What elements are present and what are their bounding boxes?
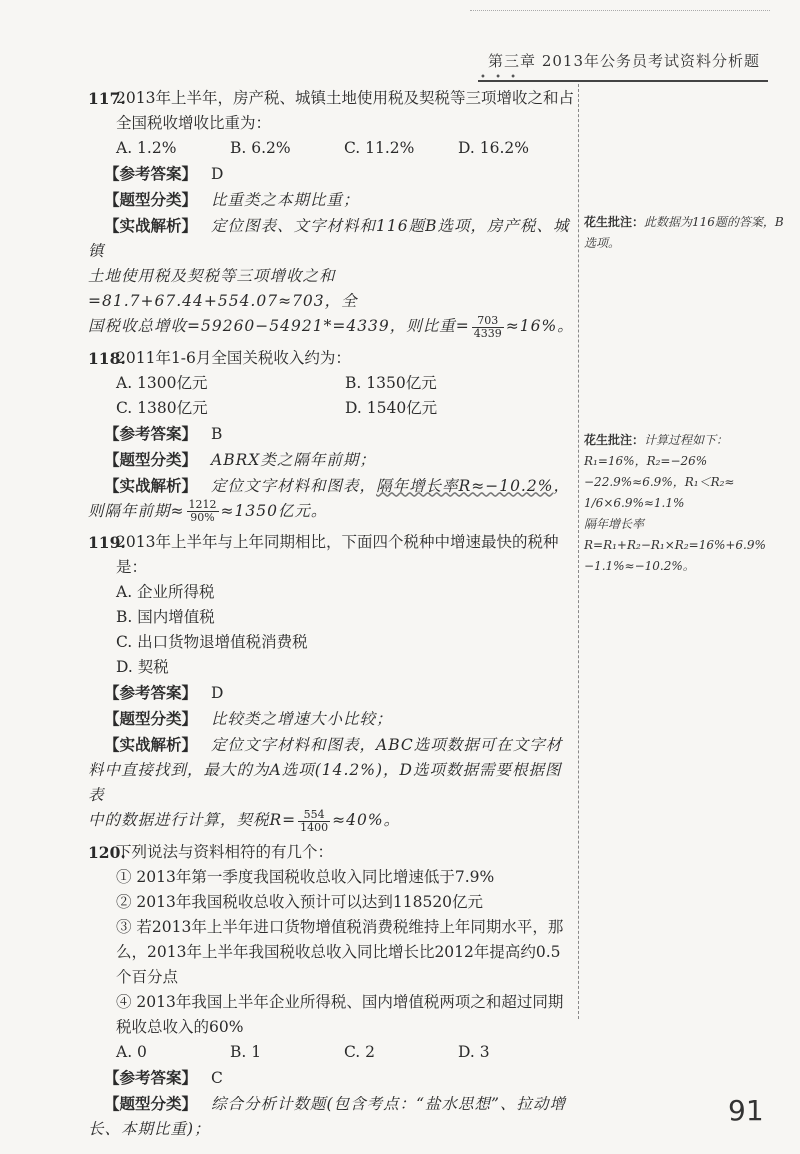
analysis-label: 【 实战解析 】 [88,735,197,754]
option-a: A. 企业所得税 [116,583,215,601]
option-c: C. 11.2% [344,139,415,157]
option-d: D. 16.2% [458,139,529,157]
type-label: 【 题型分类 】 [88,1094,197,1113]
answer-120 [88,1065,574,1091]
answer-119 [88,680,574,706]
option-d: D. 1540亿元 [345,398,438,417]
analysis-line: 定位文字材料和图表，ABC选项数据可在文字材 [211,736,563,754]
analysis-line: ， [553,476,570,495]
analysis-line: 则隔年前期≈ [88,501,185,520]
type-value: 综合分析计数题(包含考点：“盐水思想”、拉动增 [211,1094,566,1113]
type-label: 【 题型分类 】 [88,190,197,209]
fraction-numerator: 1212 [188,498,217,511]
type-117 [88,187,574,213]
analysis-line: ≈40%。 [332,811,401,829]
type-120 [88,1091,574,1142]
question-number: 118. [88,348,126,368]
note-label: 花生批注： [584,215,645,229]
option-a: A. 1300亿元 [116,373,208,392]
note-fraction: 1/6 [584,496,604,510]
type-value: 长、本期比重)； [88,1119,211,1138]
running-header: 第三章 2013年公务员考试资料分析题 [488,52,760,70]
analysis-line: 土地使用税及契税等三项增收之和=81.7+67.44+554.07≈703，全 [88,267,358,310]
type-label: 【 题型分类 】 [88,450,197,469]
fraction [187,499,219,524]
note-text: ×6.9%≈1.1% [603,496,685,510]
analysis-117 [88,213,574,340]
options-118-row2 [88,396,574,421]
analysis-line: 料中直接找到，最大的为A选项(14.2%)，D选项数据需要根据图表 [88,761,562,804]
fraction [472,315,504,340]
answer-label: 【 参考答案 】 [88,683,197,702]
option-d: D. 3 [458,1042,490,1061]
option-d: D. 契税 [116,658,169,676]
answer-value: D [211,684,224,702]
question-117 [88,86,574,136]
analysis-line: 定位图表、文字材料和116题B选项，房产税、城镇 [88,217,570,260]
question-stem: 2013年上半年与上年同期相比，下面四个税种中增速最快的税种是： [116,533,559,576]
statement-4: ④ 2013年我国上半年企业所得税、国内增值税两项之和超过同期税收总收入的60% [116,992,564,1036]
analysis-line: ≈16%。 [505,317,574,335]
answer-label: 【 参考答案 】 [88,164,197,183]
type-value: 比较类之增速大小比较； [211,710,393,728]
question-stem: 2011年1-6月全国关税收入约为： [116,348,351,367]
type-value: 比重类之本期比重； [211,191,360,209]
answer-118 [88,421,574,447]
fraction [298,809,330,834]
analysis-118 [88,473,574,525]
fraction-numerator: 554 [298,809,330,822]
answer-label: 【 参考答案 】 [88,424,197,443]
question-120 [88,840,574,865]
answer-value: B [211,424,223,443]
question-stem: 下列说法与资料相符的有几个： [116,842,334,861]
analysis-119 [88,732,574,834]
options-120 [88,1040,574,1065]
question-number: 117. [88,89,126,108]
option-b: B. 国内增值税 [116,608,215,626]
underlined-growth-rate: 隔年增长率R≈−10.2% [376,476,554,495]
note-label: 花生批注： [584,433,645,447]
margin-divider [578,84,579,1019]
answer-117 [88,161,574,187]
note-text: 隔年增长率R=R₁+R₂−R₁×R₂=16%+6.9%−1.1%≈−10.2%。 [584,517,766,573]
analysis-line: 国税收总增收=59260−54921*=4339，则比重= [88,317,470,335]
fraction-denominator: 4339 [473,326,502,340]
statement-1: ① 2013年第一季度我国税收总收入同比增速低于7.9% [116,867,495,886]
statement-2: ② 2013年我国税收总收入预计可以达到118520亿元 [116,892,484,911]
analysis-line: 定位文字材料和图表， [211,476,377,495]
options-117 [88,136,574,161]
type-118 [88,447,574,473]
question-118 [88,346,574,371]
type-119 [88,706,574,732]
option-b: B. 1350亿元 [345,373,437,392]
option-a: A. 1.2% [116,139,177,157]
analysis-label: 【 实战解析 】 [88,216,197,235]
option-c: C. 出口货物退增值税消费税 [116,633,308,651]
options-118-row1 [88,371,574,396]
question-stem: 2013年上半年，房产税、城镇土地使用税及契税等三项增收之和占全国税收增收比重为： [116,89,574,132]
type-label: 【 题型分类 】 [88,709,197,728]
statement-3: ③ 若2013年上半年进口货物增值税消费税维持上年同期水平，那么，2013年上半年我国税收总收入同比增长比2012年提高约0.5个百分点 [116,917,564,986]
option-c: C. 1380亿元 [116,398,208,417]
top-dotted-rule [470,10,770,11]
option-b: B. 6.2% [230,139,291,157]
fraction-numerator: 703 [472,315,504,328]
type-value: ABRX类之隔年前期； [211,450,376,469]
analysis-line: 中的数据进行计算，契税R= [88,811,297,829]
fraction-denominator: 1400 [300,820,329,834]
answer-value: C [211,1068,223,1087]
analysis-label: 【 实战解析 】 [88,476,197,495]
note-text: 此数据为116题的答案，B选项。 [584,215,784,250]
option-a: A. 0 [116,1042,147,1061]
question-number: 120. [88,842,126,862]
option-b: B. 1 [230,1042,262,1061]
note-text: 计算过程如下：R₁=16%，R₂=−26%−22.9%≈6.9%，R₁＜R₂≈ [584,433,735,489]
main-content [88,86,574,1142]
analysis-line: ≈1350亿元。 [220,501,328,520]
header-ornament: • • • [480,72,520,83]
fraction-denominator: 90% [190,511,215,524]
answer-value: D [211,165,224,183]
option-c: C. 2 [344,1042,376,1061]
answer-label: 【 参考答案 】 [88,1068,197,1087]
margin-note-2 [584,430,784,577]
header-rule [478,80,768,82]
page-number: 91 [728,1094,764,1127]
margin-note-1 [584,212,784,254]
question-119 [88,530,574,580]
question-number: 119. [88,533,126,552]
